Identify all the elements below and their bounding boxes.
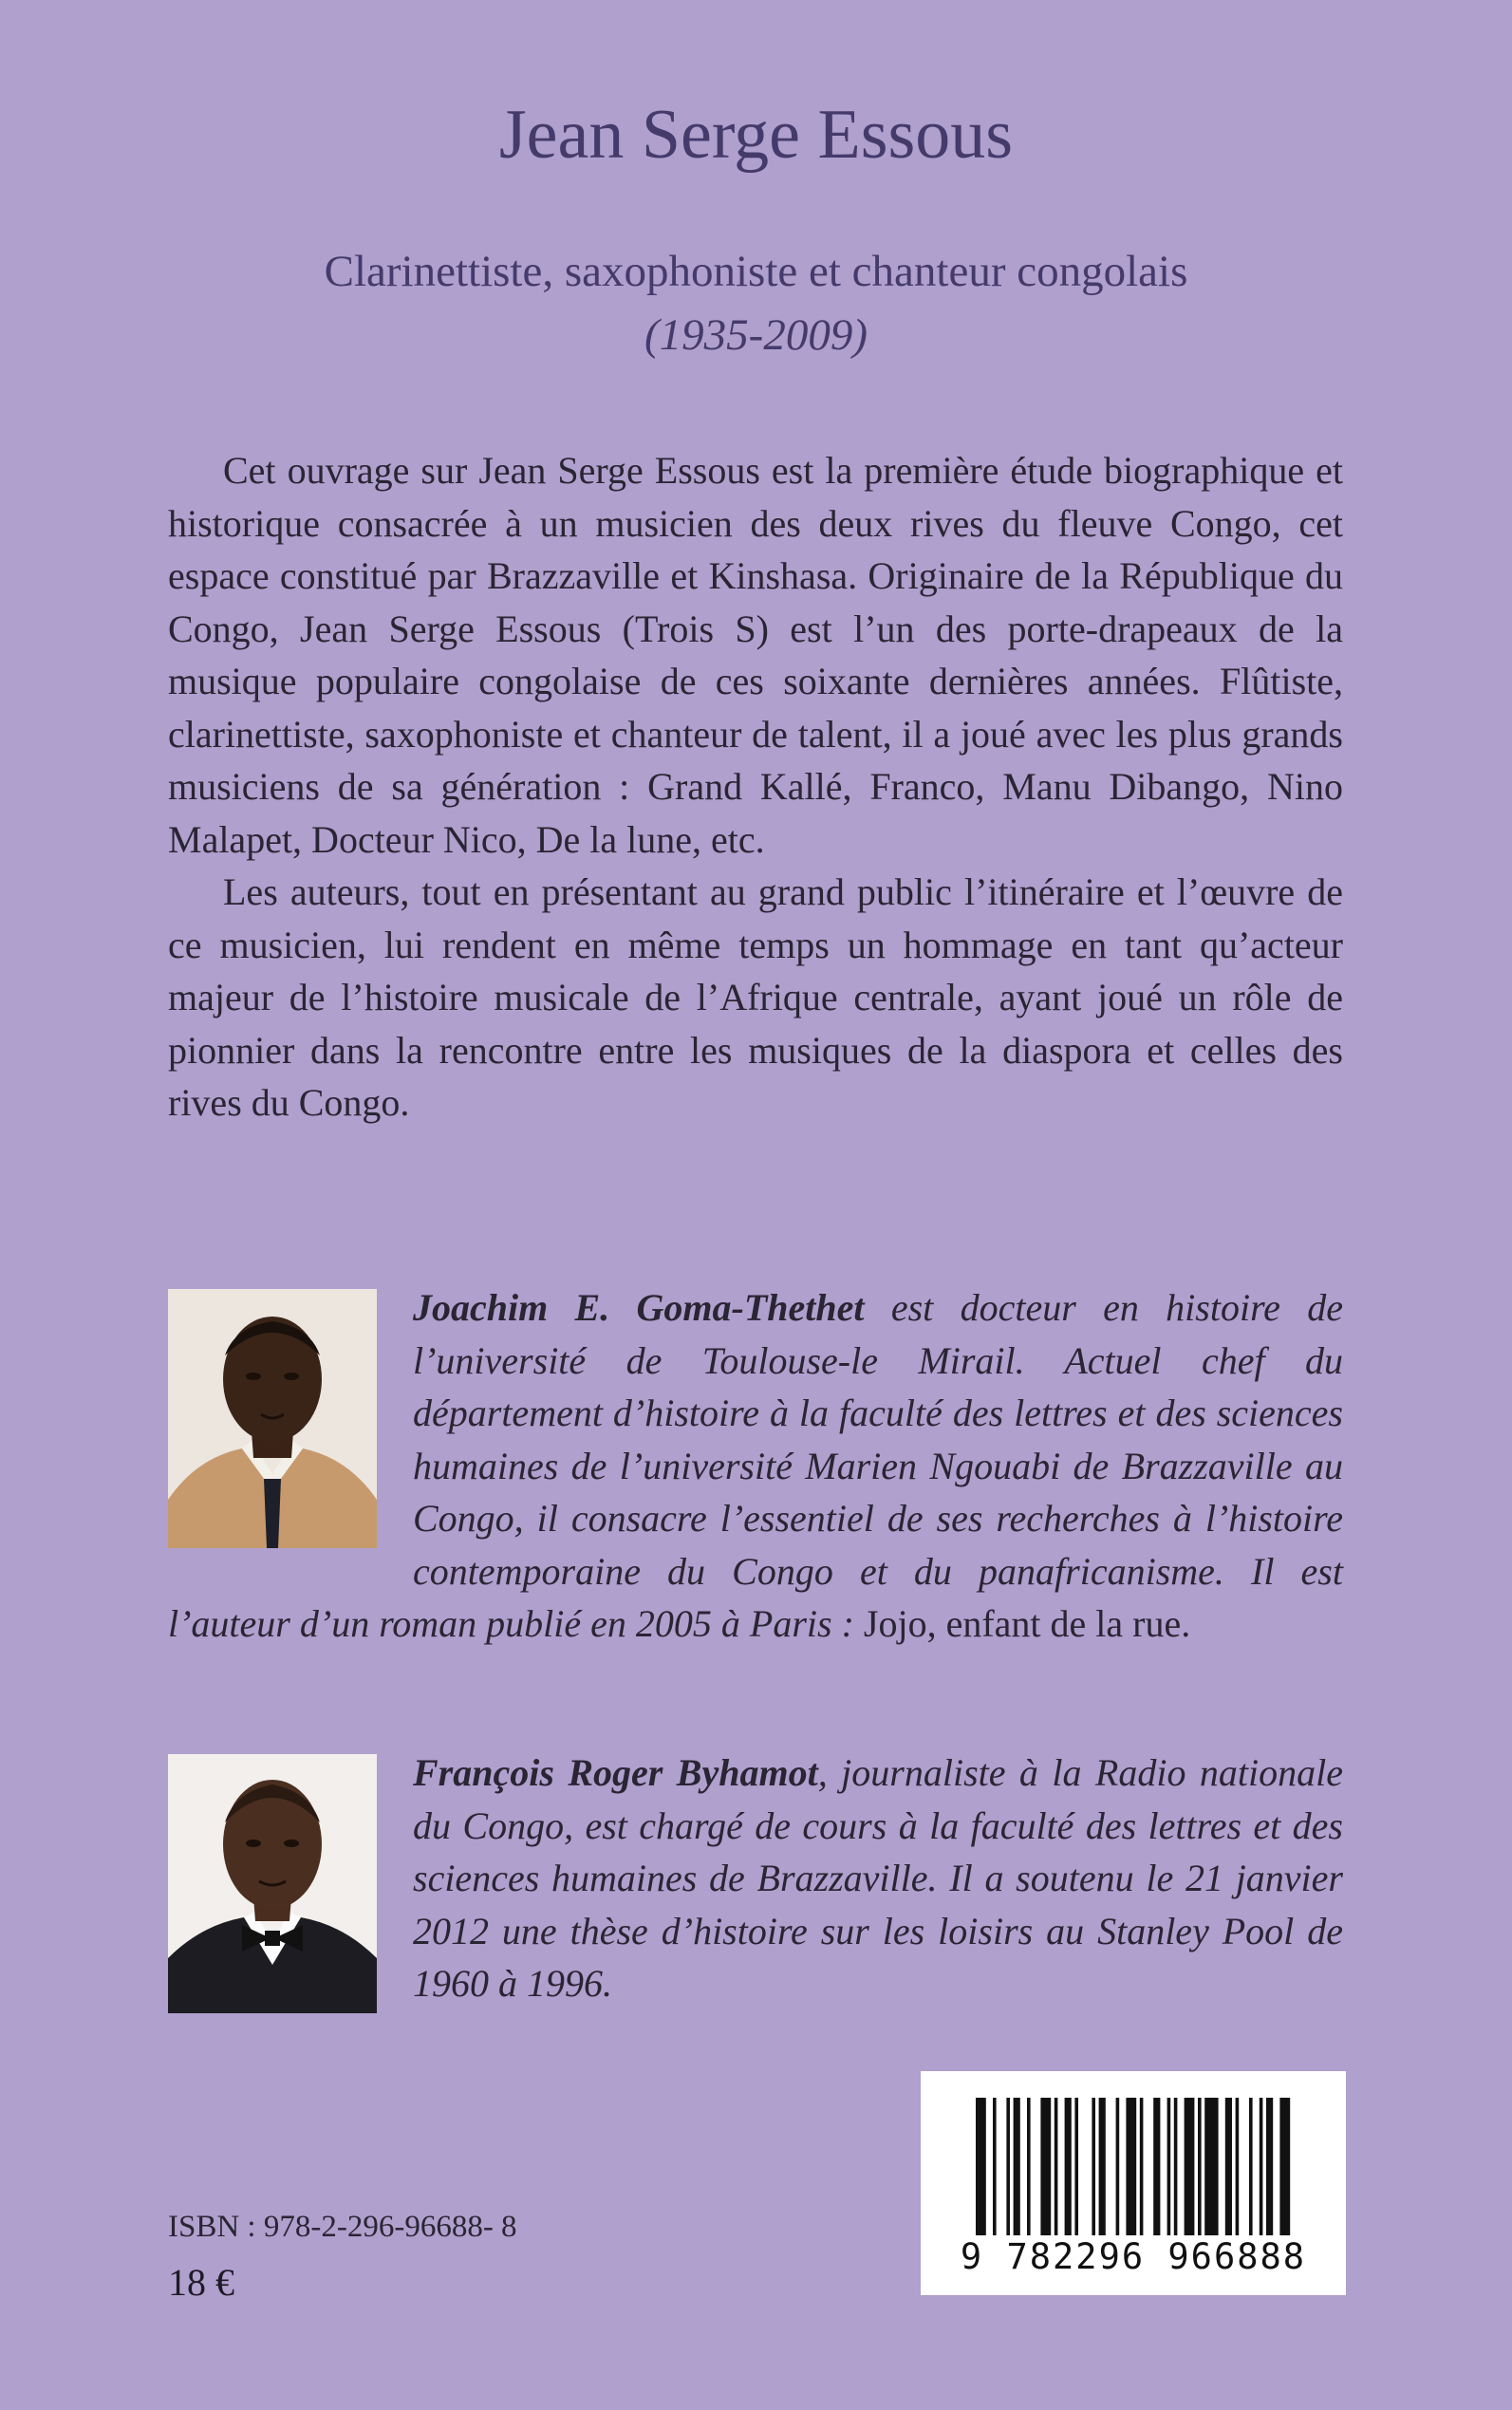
barcode-bar [1116,2098,1120,2235]
isbn: ISBN : 978-2-296-96688- 8 [168,2210,517,2244]
barcode-bar [1099,2098,1106,2235]
barcode-bar [1266,2098,1273,2235]
barcode-bar [1204,2098,1218,2235]
barcode-bar [1055,2098,1058,2235]
barcode-bar [1225,2098,1232,2235]
barcode-bar [1140,2098,1144,2235]
author-bio-2 [168,1747,1343,2019]
author-name-1: Joachim E. Goma-Thethet [413,1286,865,1329]
author-bio-1 [168,1281,1343,1651]
book-dates: (1935-2009) [644,310,868,360]
price: 18 € [168,2261,234,2304]
barcode-bar [1065,2098,1072,2235]
summary-text [168,444,1343,1130]
barcode-bar [1040,2098,1051,2235]
author-bio-text-2: , journaliste à la Radio nationale du Congo, est chargé de cours à la faculté des lettres et des sciences humaines de Brazzaville. Il a soutenu le 21 janvier 2012 une thèse d’histoire sur les loisirs au Stanley Pool de 1960 à 1996. [413,1751,1343,2005]
barcode-bar [1174,2098,1178,2235]
author-photo-2 [168,1754,377,2013]
barcode-bar [993,2098,997,2235]
book-subtitle: Clarinettiste, saxophoniste et chanteur congolais [324,247,1188,296]
summary-paragraph-2: Les auteurs, tout en présentant au grand public l’itinéraire et l’œuvre de ce musicien, lui rendent en même temps un hommage en tant qu’acteur majeur de l’histoire musicale de l’Afrique centrale, ayant joué un rôle de pionnier dans la rencontre entre les musiques de la diaspora et celles des rives du Congo. [168,870,1343,1124]
barcode-bar [1198,2098,1202,2235]
barcode-bar [1185,2098,1195,2235]
summary-paragraph-1: Cet ouvrage sur Jean Serge Essous est la première étude biographique et historique consacrée à un musicien des deux rives du fleuve Congo, cet espace constitué par Brazzaville et Kinshasa. Originaire de la République du Congo, Jean Serge Essous (Trois S) est l’un des porte-drapeaux de la musique populaire congolaise de ces soixante dernières années. Flûtiste, clarinettiste, saxophoniste et chanteur de talent, il a joué avec les plus grands musiciens de sa génération : Grand Kallé, Franco, Manu Dibango, Nino Malapet, Docteur Nico, De la lune, etc. [168,449,1343,861]
barcode-digits: 9 782296 966888 [960,2236,1307,2277]
barcode-bar [976,2098,986,2235]
barcode-bar [1006,2098,1010,2235]
barcode-bar [1014,2098,1020,2235]
author-photo-1 [168,1289,377,1548]
barcode-bar [1260,2098,1263,2235]
barcode-bar [1236,2098,1240,2235]
barcode-bar [1126,2098,1136,2235]
barcode-bar [1092,2098,1095,2235]
author-book-title: Jojo, enfant de la rue. [863,1602,1191,1645]
author-bio-text-1: est docteur en histoire de l’université de Toulouse-le Mirail. Actuel chef du département d’histoire à la faculté des lettres et des sciences humaines de l’université Marien Ngouabi de Brazzaville au Congo, il consacre l’essentiel de ses recherches à l’histoire contemporaine du Congo et du panafricanisme. Il est l’auteur d’un roman publié en 2005 à Paris : [168,1286,1343,1645]
book-title: Jean Serge Essous [498,96,1014,174]
barcode-bar [1279,2098,1290,2235]
barcode-bar [1027,2098,1031,2235]
author-name-2: François Roger Byhamot [413,1751,818,1794]
barcode-bar [1167,2098,1171,2235]
barcode-bar [1153,2098,1160,2235]
barcode-bar [1074,2098,1078,2235]
barcode [921,2071,1346,2295]
barcode-bar [1249,2098,1253,2235]
